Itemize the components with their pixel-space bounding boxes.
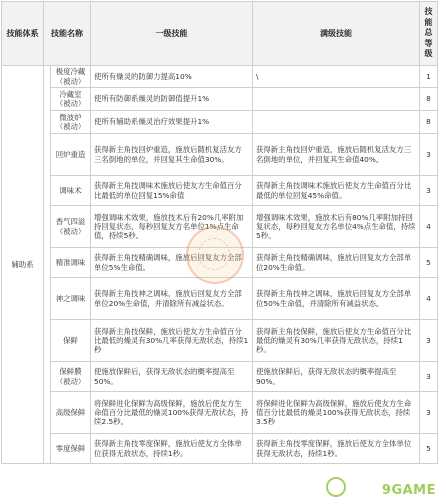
table-row [2, 176, 438, 206]
skill-max: 获得新主角技调味术施放后使友方生命值百分比最低的单位回复45%命值。 [253, 176, 420, 206]
header-total: 技 能 总 等 级 [420, 2, 438, 66]
skill-level1: 获得新主角技零度保鲜，施放后使友方全体单位获得无敌状态，持续1秒。 [91, 434, 253, 464]
watermark-seal-icon [186, 226, 244, 284]
skill-total: 5 [420, 248, 438, 278]
skill-total: 4 [420, 278, 438, 320]
skill-level1: 使施放保鲜后，获得无敌状态的概率提高至50%。 [91, 362, 253, 392]
skill-total: 3 [420, 320, 438, 362]
table-row [2, 66, 438, 88]
skill-total: 5 [420, 434, 438, 464]
header-row [2, 2, 438, 66]
header-system: 技能体系 [2, 2, 44, 66]
table-row [2, 88, 438, 111]
skill-name: 高级保鲜 [51, 392, 91, 434]
skill-level1: 获得新主角技保鲜，施放后使友方生命值百分比最低的燥灵有30%几率获得无敌状态，持续1秒 [91, 320, 253, 362]
table-row [2, 320, 438, 362]
skill-max [253, 88, 420, 111]
skill-level1: 获得新主角技回炉重造，施放后随机复活友方三名倒地的单位，并回复其生命值30%。 [91, 134, 253, 176]
skill-max [253, 111, 420, 134]
table-row [2, 362, 438, 392]
table-row [2, 278, 438, 320]
watermark-logo-icon [326, 477, 346, 497]
skill-level1: 使所有防御系燥灵的防御值提升1% [91, 88, 253, 111]
skill-total: 8 [420, 111, 438, 134]
skill-max: 获得新主角技保鲜，施放后使友方生命值百分比最低的燥灵有30%几率获得无敌状态，持续1秒。 [253, 320, 420, 362]
header-level1: 一级技能 [91, 2, 253, 66]
table-row [2, 392, 438, 434]
skill-max: 获得新主角技精确调味，施放后回复友方全部单位20%生命值。 [253, 248, 420, 278]
skill-level1: 将保鲜进化保鲜为高级保鲜，施放后使友方生命值百分比最低的燥灵100%获得无敌状态，持续2.5秒。 [91, 392, 253, 434]
skill-level1: 增强调味术效果，施放技术后有20%几率附加持回复状态，每秒回复友方名单位1%点生命值，持续5秒。 [91, 206, 253, 248]
skill-name: 冷藏室（被动） [51, 88, 91, 111]
skill-name: 香气四溢（被动） [51, 206, 91, 248]
skill-name: 保鲜膜（被动） [51, 362, 91, 392]
skill-max: 增强调味术效果，施放术后有80%几率附加持回复状态，每秒回复友方名单位4%点生命值，持续5秒。 [253, 206, 420, 248]
skill-total: 3 [420, 362, 438, 392]
header-max: 满级技能 [253, 2, 420, 66]
skill-level1: 使所有燥灵的防御力提高10% [91, 66, 253, 88]
skill-name: 保鲜 [51, 320, 91, 362]
skill-total: 3 [420, 134, 438, 176]
table-row [2, 134, 438, 176]
skill-max: 将保鲜进化保鲜为高级保鲜，施放后使友方生命值百分比最低的燥灵100%获得无敌状态，持续3.5秒 [253, 392, 420, 434]
skill-total: 3 [420, 176, 438, 206]
table-row [2, 111, 438, 134]
skill-level1: 获得新主角技精确调味，施放后回复友方全部单位5%生命值。 [91, 248, 253, 278]
system-cell: 辅助系 [2, 66, 44, 464]
skill-name: 零度保鲜 [51, 434, 91, 464]
skill-total: 3 [420, 392, 438, 434]
skill-max: 获得新主角技零度保鲜，施放后使友方全体单位获得无敌状态，持续1秒。 [253, 434, 420, 464]
skill-max: 使施放保鲜后，获得无敌状态的概率提高至90%。 [253, 362, 420, 392]
skill-name: 回炉重造 [51, 134, 91, 176]
spacer-column [44, 66, 51, 464]
skill-max: 获得新主角技神之调味，施放后回复友方全部单位50%生命值，并清除所有减益状态。 [253, 278, 420, 320]
site-watermark: 9GAME [381, 483, 436, 498]
skill-level1: 使所有辅助系燥灵治疗效果提升1% [91, 111, 253, 134]
skill-name: 调味术 [51, 176, 91, 206]
skill-total: 8 [420, 88, 438, 111]
skill-name: 极度冷藏（被动） [51, 66, 91, 88]
skill-name: 精准调味 [51, 248, 91, 278]
header-name: 技能名称 [44, 2, 91, 66]
skill-name: 微波炉（被动） [51, 111, 91, 134]
skill-max: 获得新主角技回炉重造，施放后随机复活友方三名倒地的单位，并回复其生命值40%。 [253, 134, 420, 176]
skill-total: 4 [420, 206, 438, 248]
skill-max: \ [253, 66, 420, 88]
table-row [2, 434, 438, 464]
skill-name: 神之调味 [51, 278, 91, 320]
skill-level1: 获得新主角技神之调味，施放后回复友方全部单位20%生命值，并清除所有减益状态。 [91, 278, 253, 320]
skill-level1: 获得新主角技调味术施放后使友方生命值百分比最低的单位回复15%命值 [91, 176, 253, 206]
skill-total: 1 [420, 66, 438, 88]
